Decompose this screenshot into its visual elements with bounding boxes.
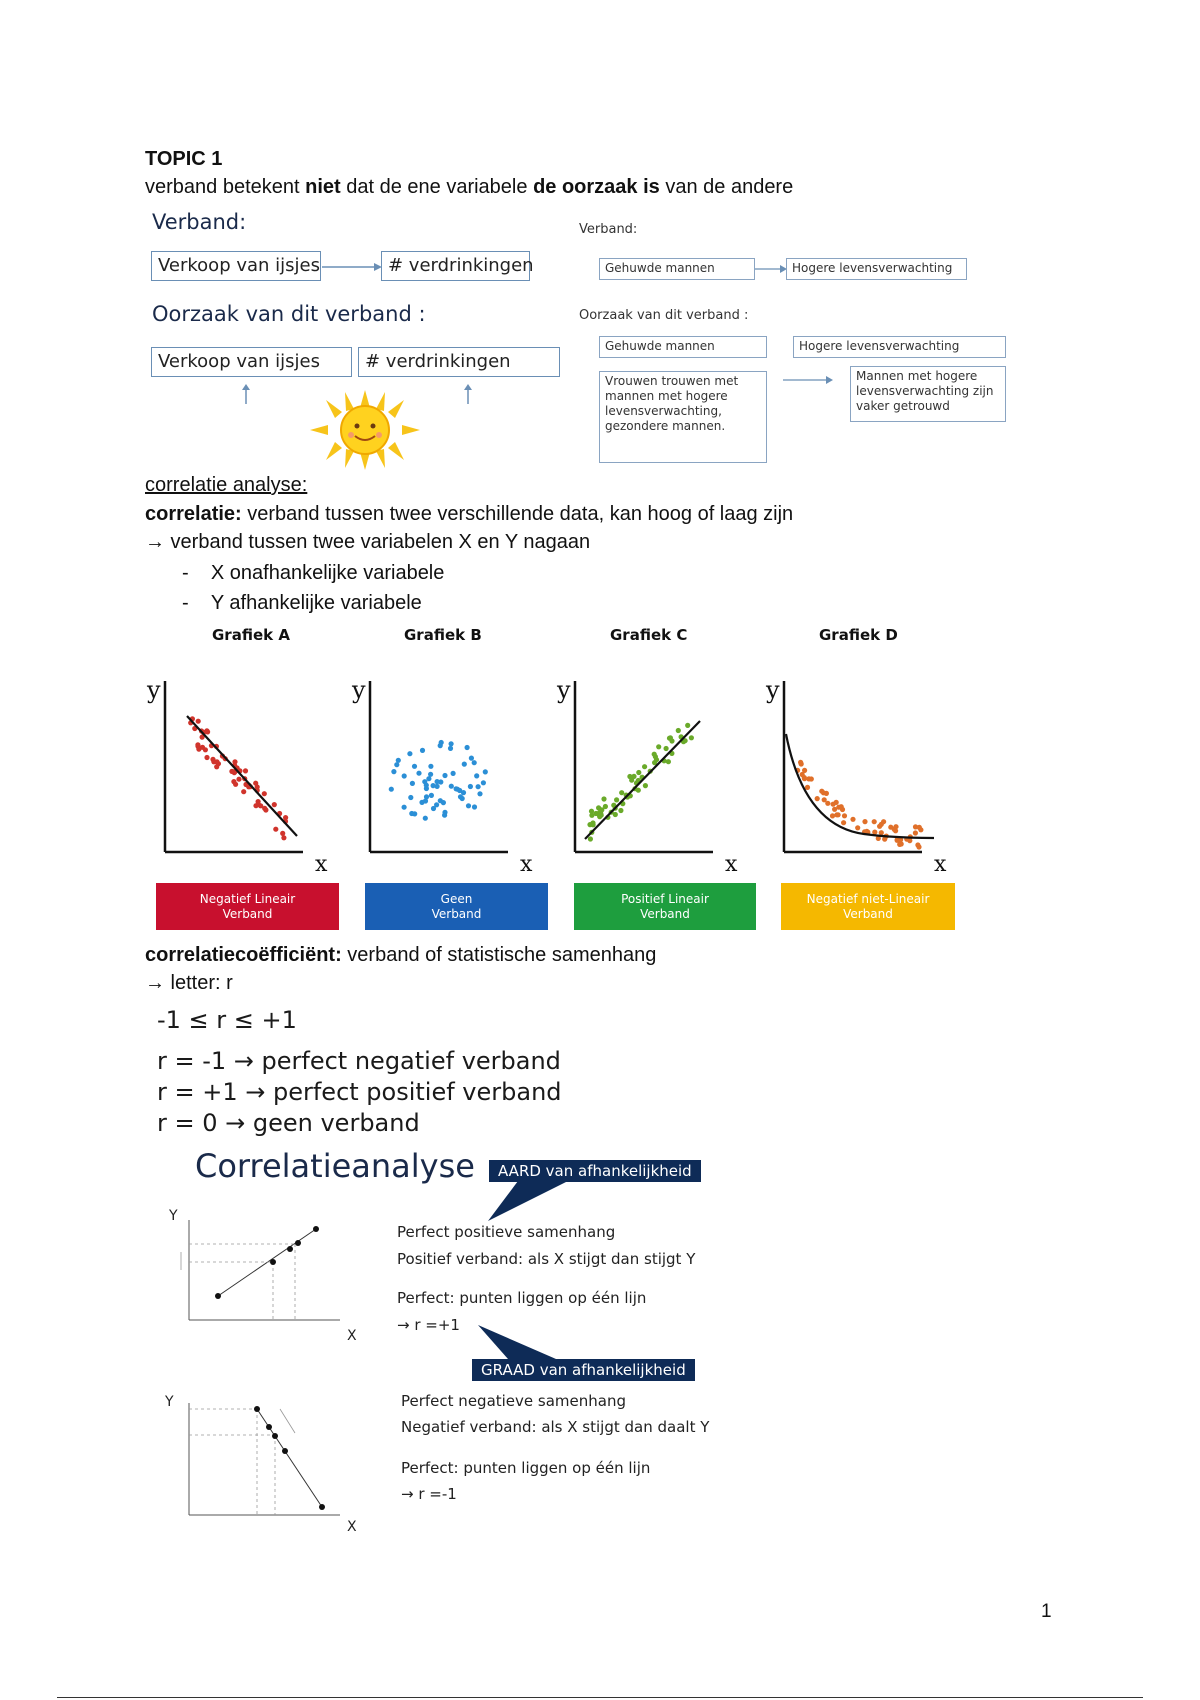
x-axis-label-2: X [347,1519,357,1535]
scatter-point [200,745,205,750]
scatter-point [428,764,433,769]
scatter-point [862,819,867,824]
scatter-point [476,784,481,789]
scatter-point [893,824,898,829]
y-axis-letter: y [352,676,366,704]
verdrinkingen-box: # verdrinkingen [381,251,530,281]
bottom-line-4: → r =-1 [401,1485,457,1503]
scatter-point [281,835,286,840]
ijsjes-box: Verkoop van ijsjes [151,251,321,281]
scatter-point [429,793,434,798]
scatter-point [654,757,659,762]
scatter-point [474,773,479,778]
scatter-point [685,723,690,728]
top-line-4: → r =+1 [397,1316,460,1334]
scatter-point [402,773,407,778]
scatter-point [619,790,624,795]
scatter-point [832,807,837,812]
gehuwde-mannen-box: Gehuwde mannen [599,258,755,280]
badge-graad: GRAAD van afhankelijkheid [472,1359,695,1381]
scatter-point [420,748,425,753]
perfect-positive-plot [165,1210,365,1345]
bottom-line-3: Perfect: punten liggen op één lijn [401,1459,651,1477]
scatter-point [916,844,921,849]
scatter-point [462,762,467,767]
scatter-point [243,768,248,773]
oorzaak-title: Oorzaak van dit verband : [152,302,426,326]
scatter-point [895,838,900,843]
x-axis-letter: x [725,852,738,877]
scatter-point [656,744,661,749]
scatter-point [618,808,623,813]
verdrinkingen-box-2: # verdrinkingen [358,347,560,377]
scatter-point [442,810,447,815]
scatter-point [913,830,918,835]
scatter-point [483,769,488,774]
scatter-point [434,802,439,807]
scatter-point [613,812,618,817]
scatter-point [666,759,671,764]
up-arrow-icon [462,384,474,404]
scatter-point [824,791,829,796]
bottom-line-1: Perfect negatieve samenhang [401,1392,626,1410]
graph-b-title: Grafiek B [404,626,482,644]
scatter-point [664,746,669,751]
levensverwachting-box-2: Hogere levensverwachting [793,336,1006,358]
bullet-y: - Y afhankelijke variabele [182,592,422,614]
scatter-point [232,759,237,764]
scatter-point [841,820,846,825]
x-axis-letter: x [315,852,328,877]
scatter-point [402,805,407,810]
scatter-point [636,770,641,775]
scatter-point [409,811,414,816]
scatter-point [809,776,814,781]
scatter-point [907,838,912,843]
scatter-point [879,830,884,835]
scatter-point [210,757,215,762]
scatter-point [449,741,454,746]
scatter-point [879,822,884,827]
scatter-point [468,784,473,789]
scatter-point [262,791,267,796]
top-line-1: Perfect positieve samenhang [397,1223,616,1241]
scatter-point [614,797,619,802]
section-title-correlatie: correlatie analyse: [145,474,308,496]
scatter-point [258,803,263,808]
rule-plus-one: r = +1 → perfect positief verband [157,1078,562,1106]
oorzaak-title-right: Oorzaak van dit verband : [579,308,749,323]
scatter-point [642,764,647,769]
scatter-point [428,772,433,777]
scatter-point [391,769,396,774]
callout-pointer [488,1181,568,1221]
graph-b-label: Geen Verband [365,883,548,930]
scatter-point [451,771,456,776]
scatter-point [204,728,209,733]
scatter-point [196,719,201,724]
scatter-point [461,790,466,795]
callout-pointer [478,1325,558,1361]
scatter-point [872,830,877,835]
scatter-point [272,802,277,807]
graph-c-plot [555,676,745,876]
scatter-point [233,782,238,787]
scatter-point [466,803,471,808]
page-number: 1 [1041,1601,1052,1622]
up-arrow-icon [240,384,252,404]
scatter-point [836,812,841,817]
analysis-title: Correlatieanalyse [195,1147,475,1185]
scatter-point [472,804,477,809]
scatter-point [435,779,440,784]
scatter-point [280,831,285,836]
scatter-point [438,798,443,803]
trend-line [187,716,297,836]
scatter-point [676,728,681,733]
scatter-point [449,784,454,789]
scatter-point [469,756,474,761]
verband-title: Verband: [152,210,247,234]
scatter-point [917,825,922,830]
graph-a-title: Grafiek A [212,626,290,644]
scatter-point [253,803,258,808]
y-axis-label: Y [169,1208,178,1224]
scatter-point [423,798,428,803]
scatter-point [589,809,594,814]
cause-box-men: Mannen met hogere levensverwachting zijn vaker getrouwd [850,366,1006,422]
arrow-icon [755,264,787,274]
graph-d-plot [764,676,954,876]
ijsjes-box-2: Verkoop van ijsjes [151,347,352,377]
graph-c-label: Positief Lineair Verband [574,883,756,930]
page-footer-rule [57,1697,1143,1698]
perfect-negative-plot [165,1395,365,1530]
scatter-point [822,797,827,802]
verband-title-right: Verband: [579,222,638,237]
top-line-3: Perfect: punten liggen op één lijn [397,1289,647,1307]
sun-icon [310,390,420,470]
arrow-icon [783,375,833,385]
graph-b-plot [350,676,540,876]
graph-c-title: Grafiek C [610,626,688,644]
scatter-point [442,773,447,778]
scatter-point [798,760,803,765]
scatter-point [273,827,278,832]
scatter-point [454,786,459,791]
scatter-point [241,789,246,794]
scatter-point [899,841,904,846]
cause-box-women: Vrouwen trouwen met mannen met hogere levensverwachting, gezondere mannen. [599,371,767,463]
y-axis-letter: y [766,676,780,704]
scatter-point [410,781,415,786]
graph-d-title: Grafiek D [819,626,898,644]
scatter-point [842,813,847,818]
scatter-point [204,755,209,760]
scatter-point [439,740,444,745]
page-title: TOPIC 1 [145,148,223,170]
scatter-point [412,764,417,769]
scatter-point [627,774,632,779]
scatter-point [601,796,606,801]
correlatie-arrow-line: → verband tussen twee variabelen X en Y nagaan [145,531,591,553]
gehuwde-mannen-box-2: Gehuwde mannen [599,336,767,358]
graph-a-label: Negatief Lineair Verband [156,883,339,930]
scatter-point [872,819,877,824]
scatter-point [465,745,470,750]
scatter-point [805,785,810,790]
scatter-point [423,816,428,821]
scatter-point [591,822,596,827]
x-axis-letter: x [934,852,947,877]
scatter-point [416,771,421,776]
levensverwachting-box: Hogere levensverwachting [786,258,967,280]
scatter-point [407,751,412,756]
top-line-2: Positief verband: als X stijgt dan stijgt Y [397,1250,696,1268]
coefficient-definition: correlatiecoëfficiënt: verband of statistische samenhang [145,944,657,966]
scatter-point [850,817,855,822]
y-axis-letter: y [147,676,161,704]
scatter-point [236,777,241,782]
bullet-x: - X onafhankelijke variabele [182,562,445,584]
scatter-point [472,760,477,765]
scatter-point [431,783,436,788]
r-range: -1 ≤ r ≤ +1 [157,1006,297,1034]
scatter-point [481,780,486,785]
scatter-point [643,783,648,788]
scatter-point [214,764,219,769]
scatter-point [477,791,482,796]
scatter-point [394,762,399,767]
scatter-point [458,794,463,799]
scatter-point [855,825,860,830]
scatter-point [422,779,427,784]
trend-line [585,721,700,839]
scatter-point [802,768,807,773]
scatter-point [815,796,820,801]
rule-zero: r = 0 → geen verband [157,1109,420,1137]
correlatie-definition: correlatie: verband tussen twee verschillende data, kan hoog of laag zijn [145,503,794,525]
scatter-point [408,795,413,800]
scatter-point [597,814,602,819]
y-axis-label-2: Y [165,1394,174,1410]
scatter-point [830,813,835,818]
graph-d-label: Negatief niet-Lineair Verband [781,883,955,930]
scatter-point [389,787,394,792]
scatter-point [689,735,694,740]
bottom-line-2: Negatief verband: als X stijgt dan daalt Y [401,1418,710,1436]
x-axis-letter: x [520,852,533,877]
arrow-icon [322,262,382,272]
scatter-point [668,735,673,740]
scatter-point [588,836,593,841]
badge-aard: AARD van afhankelijkheid [489,1160,701,1182]
scatter-point [448,746,453,751]
coefficient-letter: → letter: r [145,972,233,994]
scatter-point [802,776,807,781]
scatter-point [652,752,657,757]
scatter-point [834,800,839,805]
graph-a-plot [145,676,335,876]
rule-minus-one: r = -1 → perfect negatief verband [157,1047,561,1075]
x-axis-label: X [347,1328,357,1344]
intro-sentence: verband betekent niet dat de ene variabele de oorzaak is van de andere [145,176,794,198]
y-axis-letter: y [557,676,571,704]
